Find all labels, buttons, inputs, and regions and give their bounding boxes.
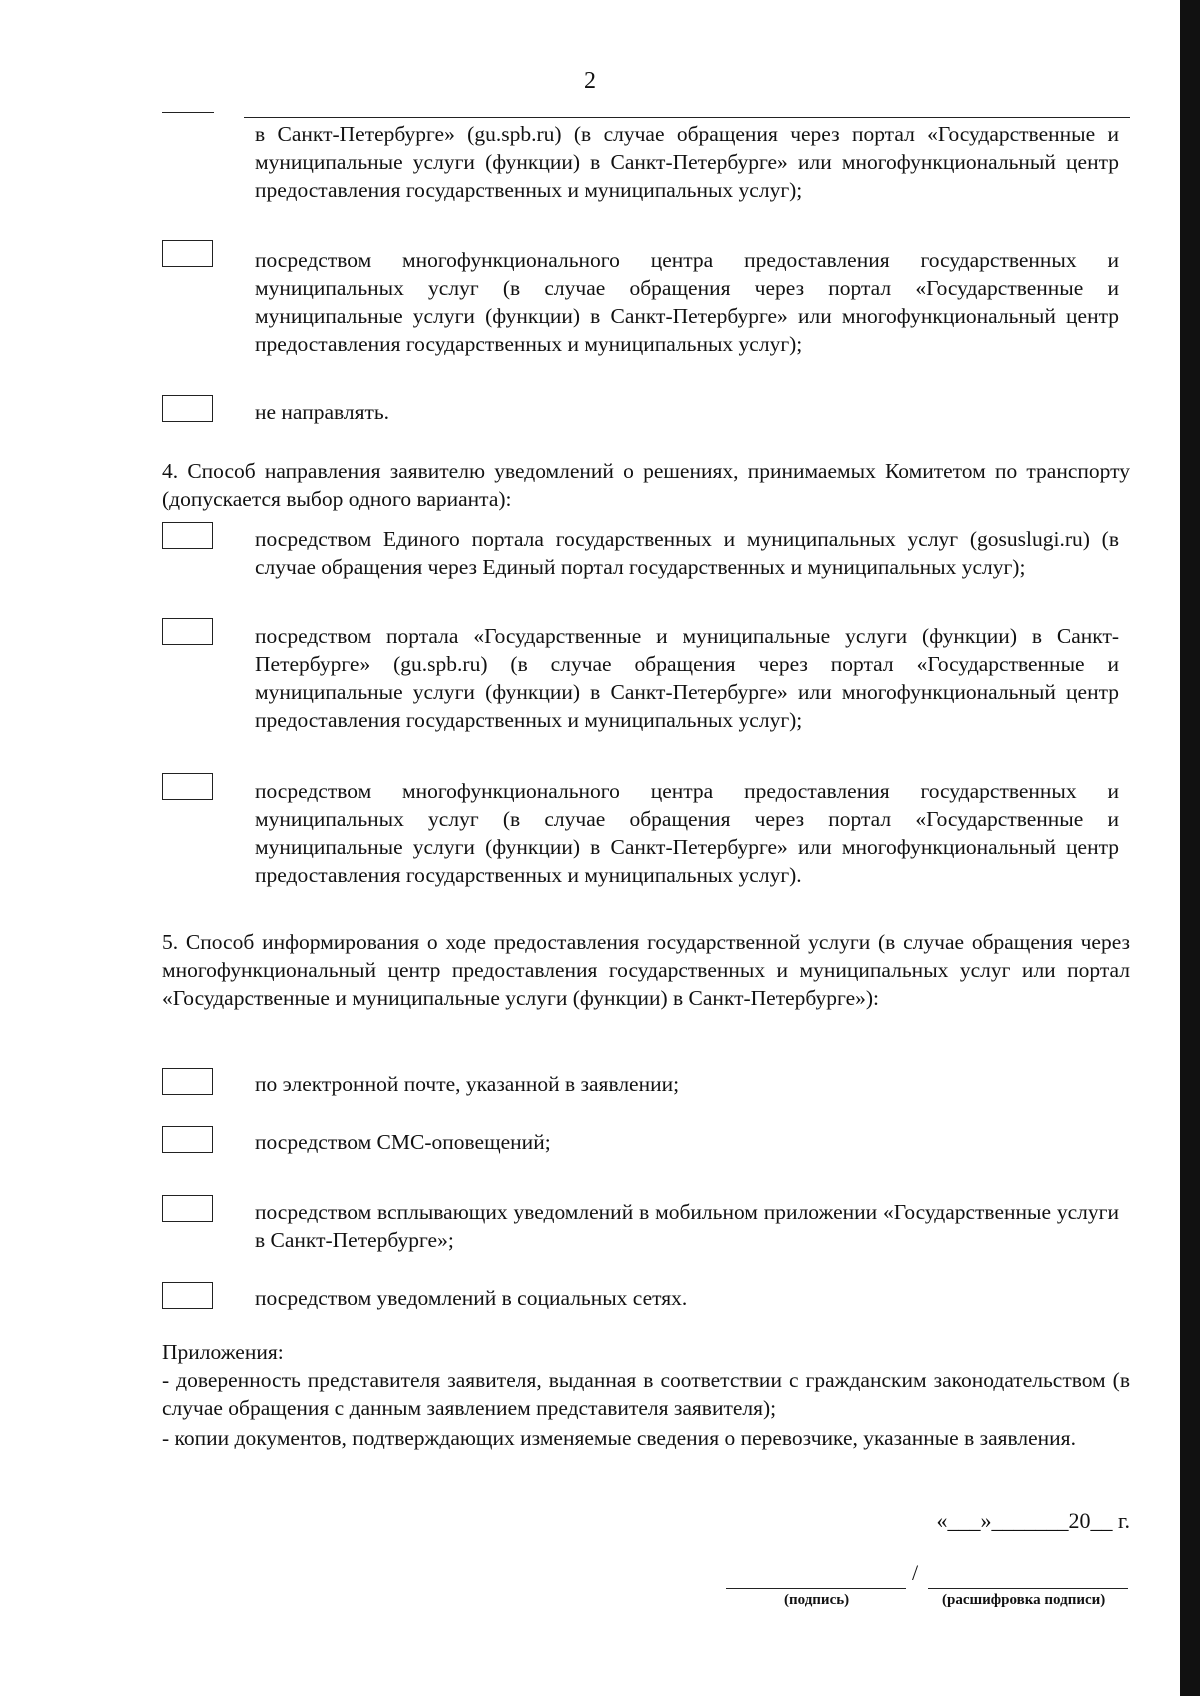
signature-caption: (подпись) (784, 1592, 850, 1608)
option-inform-social: посредством уведомлений в социальных сетях. (255, 1286, 688, 1310)
signature-decoding-caption: (расшифровка подписи) (942, 1592, 1106, 1608)
option-inform-push: посредством всплывающих уведомлений в мобильном приложении «Государственные услуги в Санкт-Петербурге»; (255, 1200, 1119, 1252)
checkbox-do-not-send[interactable] (162, 395, 213, 422)
option-notify-gosuslugi: посредством Единого портала государственных и муниципальных услуг (gosuslugi.ru) (в случае обращения через Единый портал государственных и муниципальных услуг); (255, 527, 1119, 579)
header-rule-short (162, 112, 214, 113)
signature-slash: / (912, 1560, 919, 1585)
signature-line (726, 1588, 906, 1589)
checkbox-inform-email[interactable] (162, 1068, 213, 1095)
attachments-title: Приложения: (162, 1340, 284, 1364)
header-rule-long (244, 117, 1130, 118)
date-field: «___»_______20__ г. (936, 1508, 1130, 1533)
option-inform-sms: посредством СМС-оповещений; (255, 1130, 551, 1154)
section-5-heading: 5. Способ информирования о ходе предоставления государственной услуги (в случае обращения через многофункциональный центр предоставления государственных и муниципальных услуг или портал «Государственные и муниципальные услуги (функции) в Санкт-Петербурге»): (162, 930, 1130, 1010)
option-notify-mfc: посредством многофункционального центра предоставления государственных и муниципальных услуг (в случае обращения через портал «Государственные и муниципальные услуги (функции) в Санкт-Петербурге» или многофункциональный центр предоставления государственных и муниципальных услуг). (255, 779, 1119, 887)
option-mfc-issue: посредством многофункционального центра предоставления государственных и муниципальных услуг (в случае обращения через портал «Государственные и муниципальные услуги (функции) в Санкт-Петербурге» или многофункциональный центр предоставления государственных и муниципальных услуг); (255, 248, 1119, 356)
continued-option-text: в Санкт-Петербурге» (gu.spb.ru) (в случае обращения через портал «Государственные и муниципальные услуги (функции) в Санкт-Петербурге» или многофункциональный центр предоставления государственных и муниципальных услуг); (255, 122, 1119, 202)
attachment-item-power-of-attorney: - доверенность представителя заявителя, выданная в соответствии с гражданским законодательством (в случае обращения с данным заявлением представителя заявителя); (162, 1368, 1130, 1420)
signature-decoding-line (928, 1588, 1128, 1589)
option-do-not-send: не направлять. (255, 400, 390, 424)
checkbox-notify-gosuslugi[interactable] (162, 522, 213, 549)
checkbox-notify-gu-spb[interactable] (162, 618, 213, 645)
checkbox-notify-mfc[interactable] (162, 773, 213, 800)
scan-edge (1180, 0, 1200, 1696)
checkbox-inform-social[interactable] (162, 1282, 213, 1309)
page-number: 2 (584, 68, 596, 94)
checkbox-mfc-issue[interactable] (162, 240, 213, 267)
option-inform-email: по электронной почте, указанной в заявлении; (255, 1072, 680, 1096)
attachment-item-document-copies: - копии документов, подтверждающих изменяемые сведения о перевозчике, указанные в заявления. (162, 1426, 1076, 1450)
checkbox-inform-sms[interactable] (162, 1126, 213, 1153)
checkbox-inform-push[interactable] (162, 1195, 213, 1222)
option-notify-gu-spb: посредством портала «Государственные и муниципальные услуги (функции) в Санкт-Петербурге» (gu.spb.ru) (в случае обращения через портал «Государственные и муниципальные услуги (функции) в Санкт-Петербурге» или многофункциональный центр предоставления государственных и муниципальных услуг); (255, 624, 1119, 732)
section-4-heading: 4. Способ направления заявителю уведомлений о решениях, принимаемых Комитетом по транспорту (допускается выбор одного варианта): (162, 459, 1130, 511)
